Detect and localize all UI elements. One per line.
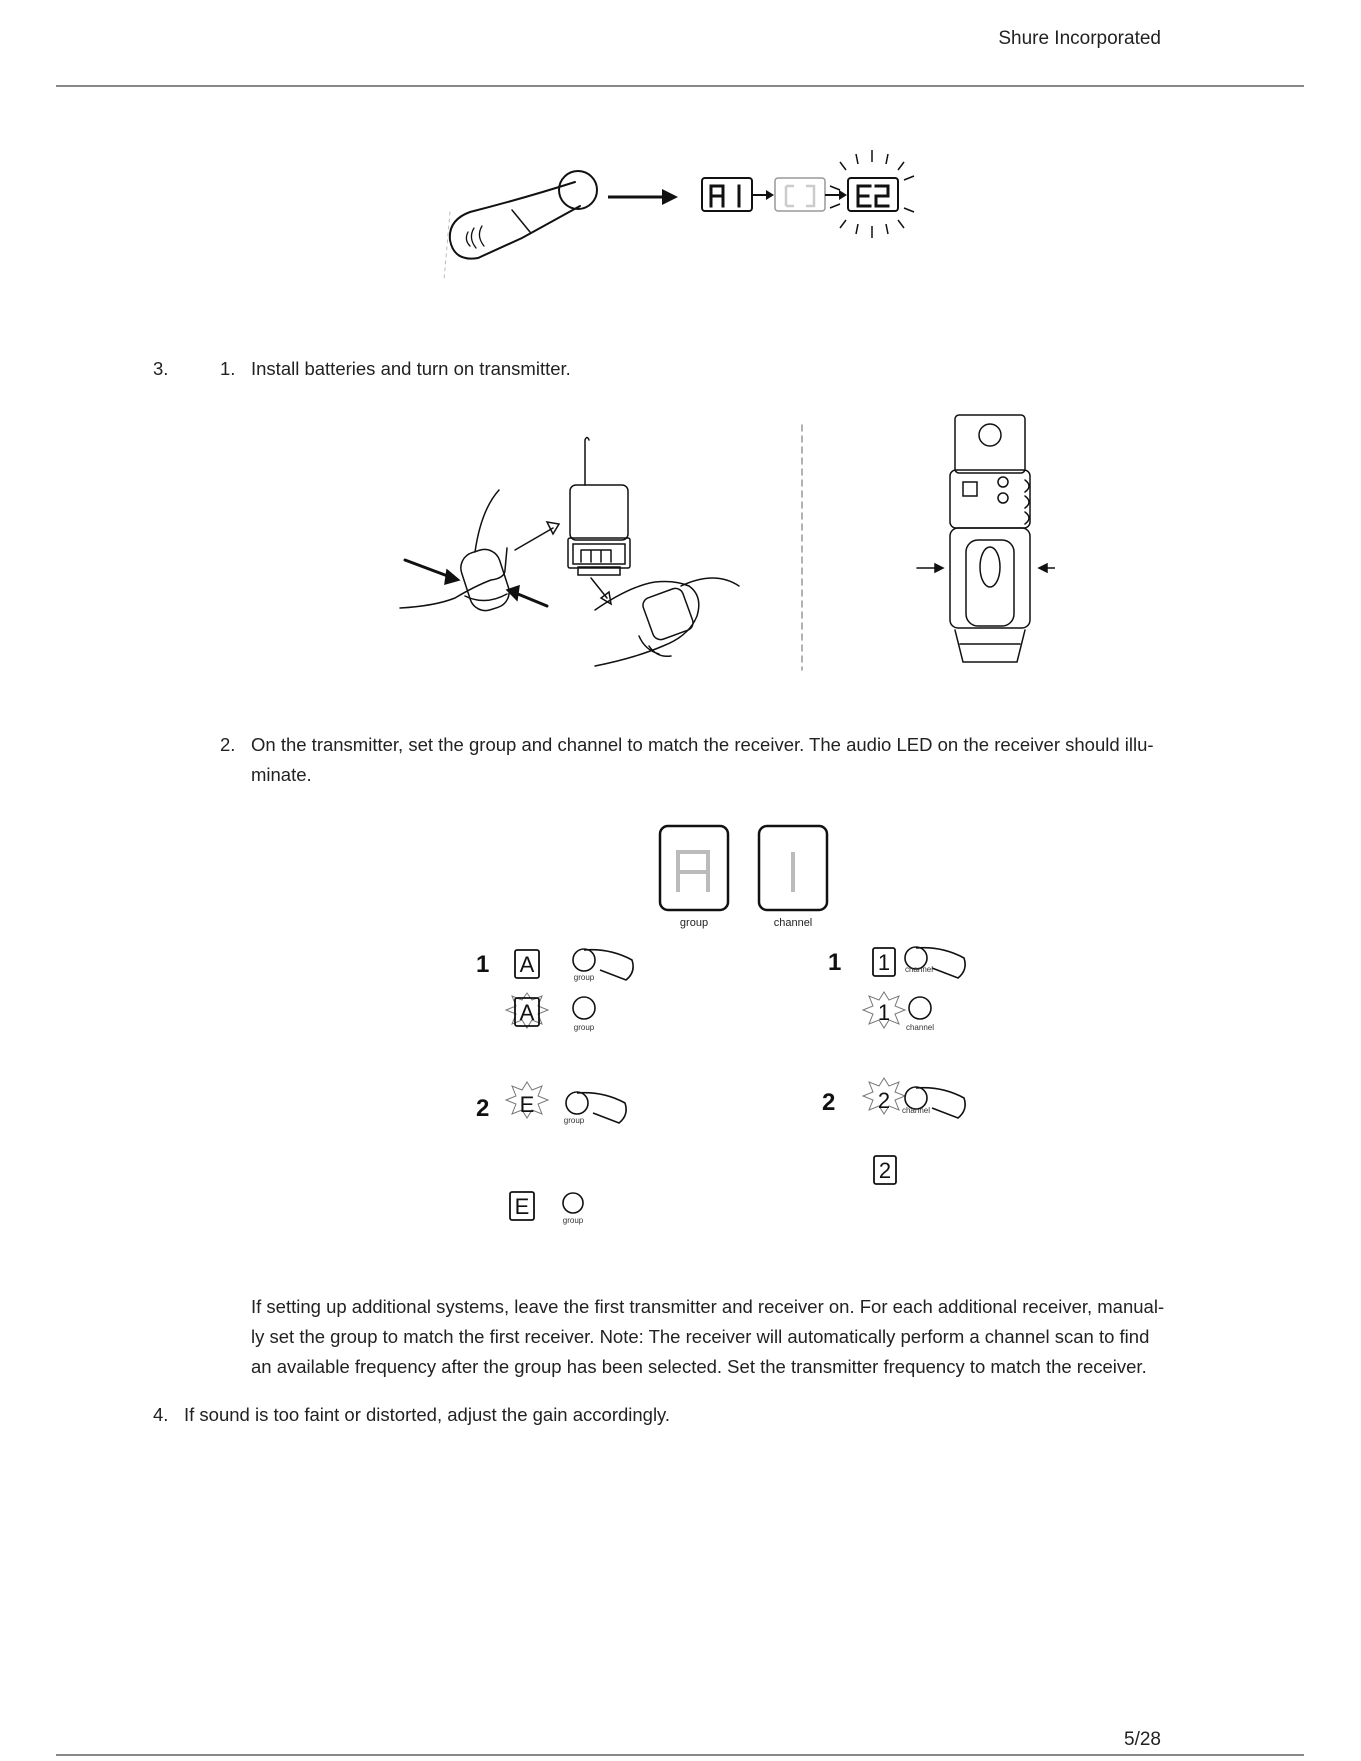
channel-value-2-1: 2	[877, 1088, 891, 1113]
channel-value-1-1: 1	[877, 950, 891, 975]
channel-value-2-2: 2	[878, 1158, 892, 1183]
scan-display-blank	[775, 178, 825, 211]
channel-step-1-number: 1	[828, 949, 842, 976]
group-button-label-3: group	[563, 1116, 585, 1125]
channel-step-1b	[863, 992, 934, 1032]
group-step-2b	[510, 1192, 584, 1225]
step-3-number: 3.	[153, 358, 169, 379]
channel-button-label-2: channel	[905, 1023, 935, 1032]
group-step-2-number: 2	[476, 1095, 490, 1122]
header-company: Shure Incorporated	[998, 28, 1161, 49]
group-display-label: group	[679, 917, 709, 929]
scan-display-e2	[848, 178, 898, 211]
group-value-e-1: E	[519, 1092, 535, 1117]
step-3-2-line-1: On the transmitter, set the group and channel to match the receiver. The audio LED on the receiver should illu-	[251, 734, 1154, 755]
group-button-label-2: group	[573, 1023, 595, 1032]
footer-divider	[56, 1754, 1304, 1756]
page-number: 5/28	[1124, 1729, 1161, 1750]
group-step-2	[506, 1082, 626, 1125]
step-3-1-number: 1.	[220, 358, 236, 379]
group-step-1	[515, 949, 633, 982]
group-step-1b	[506, 993, 595, 1032]
note-line-1: If setting up additional systems, leave the first transmitter and receiver on. For each additional receiver, manual-	[251, 1296, 1165, 1317]
group-value-a-1: A	[519, 952, 535, 977]
group-button-label-1: group	[573, 973, 595, 982]
channel-button-label-1: channel	[904, 965, 934, 974]
channel-value-1-2: 1	[877, 1000, 891, 1025]
header-divider	[56, 85, 1304, 87]
step-4-number: 4.	[153, 1404, 169, 1425]
channel-step-2	[863, 1078, 965, 1118]
group-button-label-4: group	[562, 1216, 584, 1225]
group-display	[660, 826, 728, 910]
note-line-3: an available frequency after the group has been selected. Set the transmitter frequency to match the receiver.	[251, 1356, 1147, 1377]
channel-display-label: channel	[773, 917, 813, 929]
battery-install-figure	[395, 410, 1055, 680]
group-step-1-number: 1	[476, 951, 490, 978]
step-3-2-number: 2.	[220, 734, 236, 755]
channel-step-2-number: 2	[822, 1089, 836, 1116]
step-4-text: If sound is too faint or distorted, adjust the gain accordingly.	[184, 1404, 671, 1425]
step-3-1-text: Install batteries and turn on transmitter.	[251, 358, 571, 379]
channel-step-2b	[874, 1156, 896, 1184]
group-value-a-2: A	[519, 1000, 535, 1025]
group-channel-figure	[460, 820, 1000, 1230]
step-3-2-line-2: minate.	[251, 764, 312, 785]
scan-figure	[430, 140, 950, 300]
channel-button-label-3: channel	[901, 1106, 931, 1115]
group-value-e-2: E	[514, 1194, 530, 1219]
finger-press-illustration	[444, 171, 597, 280]
note-line-2: ly set the group to match the first receiver. Note: The receiver will automatically perform a channel scan to find	[251, 1326, 1150, 1347]
channel-step-1	[873, 947, 965, 978]
